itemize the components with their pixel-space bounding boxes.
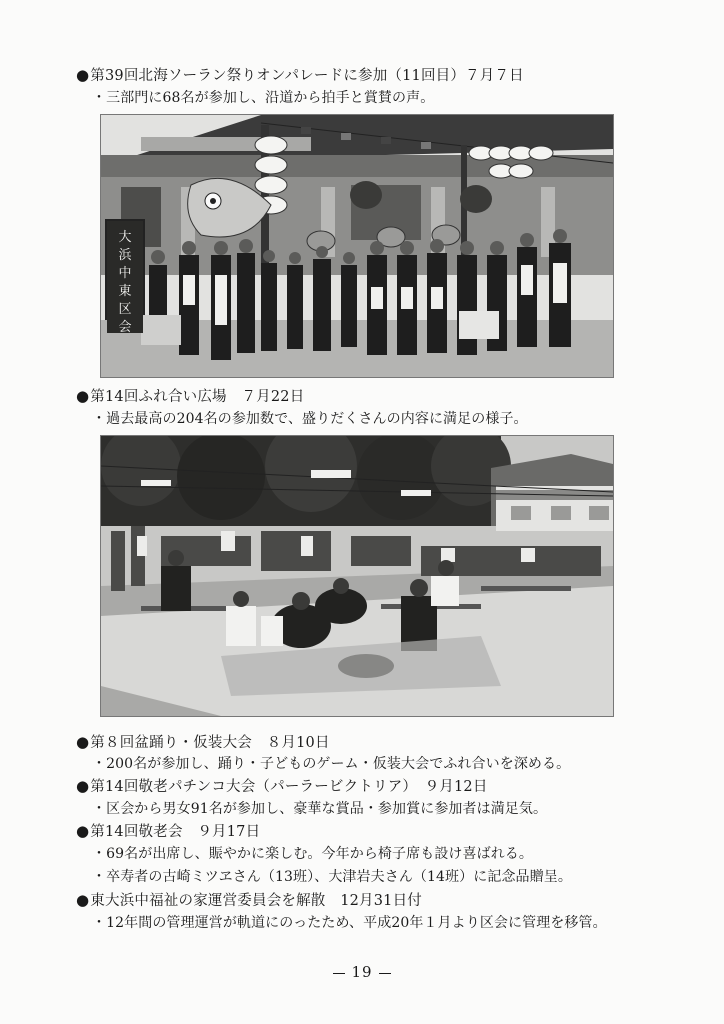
banner-char-4: 東 [118, 284, 132, 299]
page-number-dash-left [333, 973, 345, 974]
section-heading-text: 第14回ふれ合い広場 ７月22日 [90, 389, 305, 405]
section-heading-text: 第14回敬老パチンコ大会（パーラービクトリア） ９月12日 [90, 779, 488, 795]
banner-char-1: 大 [118, 230, 132, 245]
section-heading-text: 第14回敬老会 ９月17日 [90, 824, 261, 840]
page-number-dash-right [379, 973, 391, 974]
outdoor-gathering-photo-drawing [101, 436, 613, 716]
section-heading-text: 東大浜中福祉の家運営委員会を解散 12月31日付 [90, 893, 422, 909]
bullet-icon: ● [76, 822, 90, 840]
banner-char-6: 会 [118, 320, 132, 335]
banner-char-3: 中 [118, 266, 132, 281]
section-heading-text: 第８回盆踊り・仮装大会 ８月10日 [90, 735, 330, 751]
section-heading-soran [76, 66, 524, 85]
bullet-icon: ● [76, 387, 90, 405]
section-detail: ・200名が参加し、踊り・子どものゲーム・仮装大会でふれ合いを深める。 [92, 756, 571, 772]
section-detail: ・三部門に68名が参加し、沿道から拍手と賞賛の声。 [92, 90, 435, 106]
banner-char-2: 浜 [118, 248, 132, 263]
section-heading-fureai [76, 387, 304, 406]
bullet-icon: ● [76, 733, 90, 751]
bullet-icon: ● [76, 66, 90, 84]
section-detail: ・69名が出席し、賑やかに楽しむ。今年から椅子席も設け喜ばれる。 [92, 846, 534, 862]
section-detail: ・卒寿者の古崎ミツヱさん（13班）、大津岩夫さん（14班）に記念品贈呈。 [92, 869, 572, 885]
section-heading-committee [76, 891, 422, 910]
bullet-icon: ● [76, 777, 90, 795]
section-heading-pachinko [76, 777, 488, 796]
banner-char-5: 区 [118, 302, 132, 317]
bullet-icon: ● [76, 891, 90, 909]
section-detail: ・12年間の管理運営が軌道にのったため、平成20年１月より区会に管理を移管。 [92, 915, 607, 931]
parade-group-photo [100, 114, 614, 378]
section-detail: ・過去最高の204名の参加数で、盛りだくさんの内容に満足の様子。 [92, 411, 528, 427]
section-heading-keirokai [76, 822, 260, 841]
parade-group-photo-drawing [101, 115, 613, 377]
page-number [0, 963, 724, 981]
section-heading-bon-odori [76, 733, 330, 752]
page-number-value: 19 [351, 963, 373, 981]
outdoor-gathering-photo [100, 435, 614, 717]
section-heading-text: 第39回北海ソーラン祭りオンパレードに参加（11回目）７月７日 [90, 68, 524, 84]
section-detail: ・区会から男女91名が参加し、豪華な賞品・参加賞に参加者は満足気。 [92, 801, 548, 817]
